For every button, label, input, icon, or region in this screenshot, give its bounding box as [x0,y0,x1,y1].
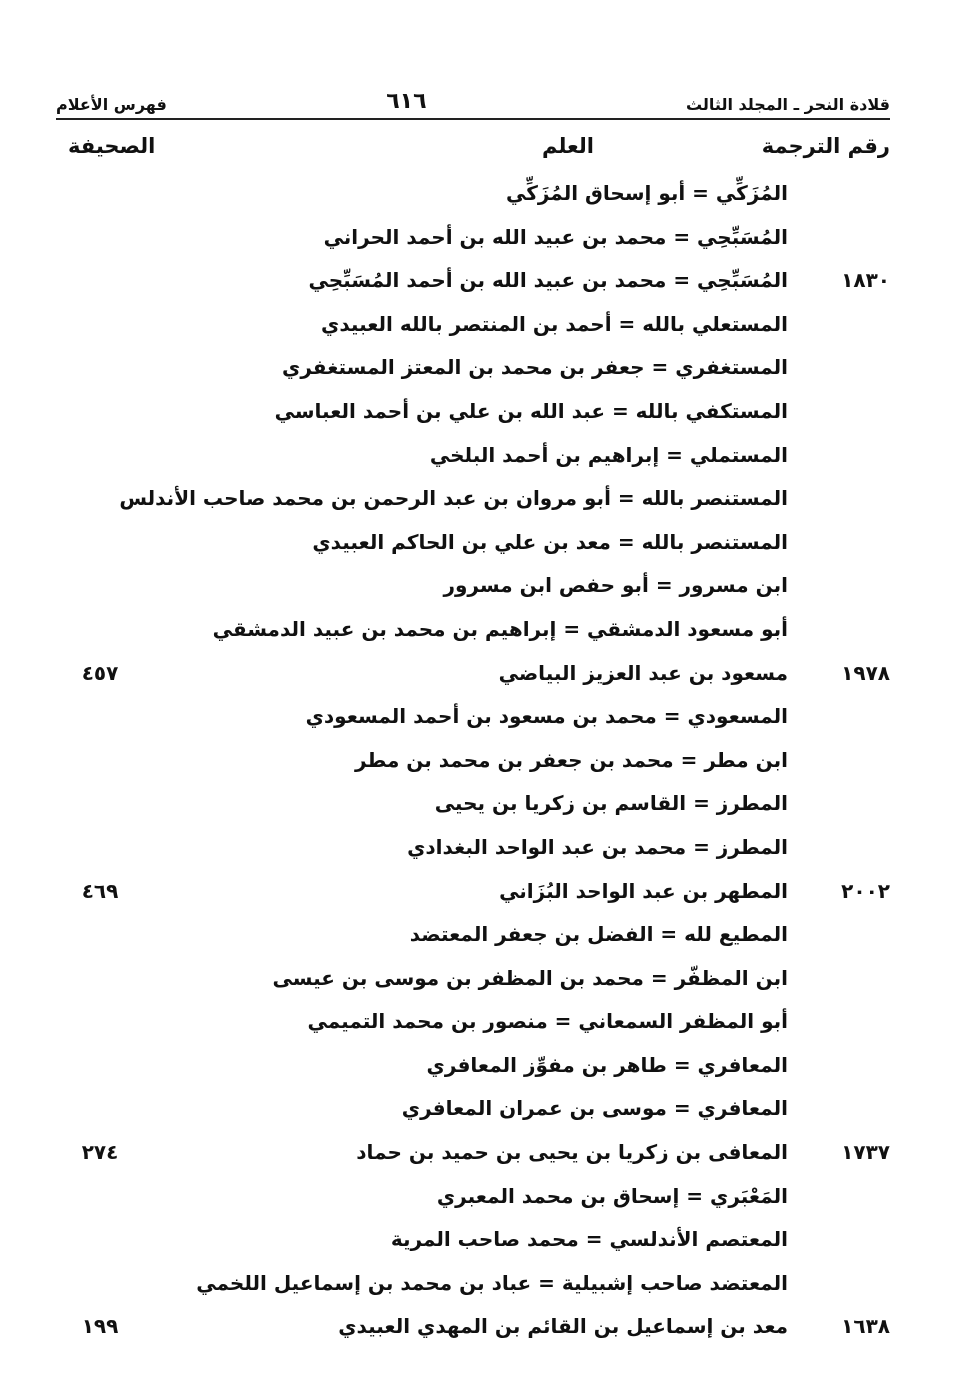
entry-name: المستكفي بالله = عبد الله بن علي بن أحمد العباسي [274,398,788,423]
entry-name: المطهر بن عبد الواحد البُزَاني [499,878,788,903]
index-entry [56,346,890,390]
index-entry [56,521,890,565]
index-entry [56,1305,890,1349]
entry-number: ١٩٧٨ [841,660,890,685]
entry-name: ابن مطر = محمد بن جعفر بن محمد بن مطر [355,747,788,772]
entry-name: المعافري = طاهر بن مفوِّز المعافري [426,1052,788,1077]
entry-name: المعتضد صاحب إشبيلية = عباد بن محمد بن إسماعيل اللخمي [196,1270,788,1295]
index-entry [56,1044,890,1088]
book-title: قلادة النحر ـ المجلد الثالث [685,95,890,114]
index-entry [56,564,890,608]
entry-name: مسعود بن عبد العزيز البياضي [498,660,788,685]
index-entry [56,608,890,652]
index-entry [56,1000,890,1044]
entry-name: المعتصم الأندلسي = محمد صاحب المرية [390,1227,788,1252]
section-title: فهرس الأعلام [56,95,167,114]
index-entry [56,782,890,826]
entry-name: المُزَكِّي = أبو إسحاق المُزَكِّي [505,181,788,205]
index-entry [56,259,890,303]
index-entry [56,826,890,870]
entry-name: المستعلي بالله = أحمد بن المنتصر بالله العبيدي [321,311,788,336]
index-entry [56,957,890,1001]
index-entry [56,1131,890,1175]
index-entry [56,390,890,434]
entry-name: أبو مسعود الدمشقي = إبراهيم بن محمد بن عبيد الدمشقي [212,616,788,641]
page-header [56,78,890,120]
entry-number: ١٦٣٨ [841,1314,890,1339]
entry-name: ابن المظفّر = محمد بن المظفر بن موسى بن عيسى [272,965,788,990]
entry-number: ١٨٣٠ [841,268,890,293]
entry-name: ابن مسرور = أبو حفص ابن مسرور [443,573,788,598]
entry-name: المطرز = محمد بن عبد الواحد البغدادي [407,834,788,859]
index-entry [56,1175,890,1219]
entry-name: المستنصر بالله = معد بن علي بن الحاكم العبيدي [312,529,788,554]
name-header: العلم [542,134,594,158]
index-entry [56,652,890,696]
index-entry [56,1087,890,1131]
entry-name: المستملي = إبراهيم بن أحمد البلخي [429,442,788,467]
index-entry [56,695,890,739]
page-number: ٦١٦ [386,89,427,114]
entry-name: المستغفري = جعفر بن محمد بن المعتز المستغفري [282,355,788,380]
entry-number-header: رقم الترجمة [761,134,890,158]
entry-page: ٤٥٧ [81,660,119,685]
entry-name: المسعودي = محمد بن مسعود بن أحمد المسعودي [305,704,788,729]
column-headers [56,134,890,168]
entry-name: المطرز = القاسم بن زكريا بن يحيى [434,791,788,816]
index-entry [56,477,890,521]
entry-page: ٢٧٤ [81,1140,119,1165]
entry-name: المعافري = موسى بن عمران المعافري [401,1096,788,1121]
entry-name: المُسَبِّحِي = محمد بن عبيد الله بن أحمد الحراني [323,224,788,249]
entry-name: المعافى بن زكريا بن يحيى بن حميد بن حماد [356,1140,788,1165]
index-entry [56,870,890,914]
entry-name: أبو المظفر السمعاني = منصور بن محمد التميمي [307,1009,788,1034]
entry-name: المستنصر بالله = أبو مروان بن عبد الرحمن بن محمد صاحب الأندلس [119,486,788,511]
entry-page: ٤٦٩ [81,878,119,903]
entry-page: ١٩٩ [81,1314,119,1339]
index-entry [56,303,890,347]
entry-name: المَعْبَري = إسحاق بن محمد المعبري [436,1183,788,1208]
index-entry [56,216,890,260]
entry-name: معد بن إسماعيل بن القائم بن المهدي العبيدي [338,1314,788,1339]
index-list [56,172,890,1349]
index-entry [56,1262,890,1306]
index-entry [56,913,890,957]
index-entry [56,172,890,216]
entry-name: المُسَبِّحِي = محمد بن عبيد الله بن أحمد المُسَبِّحِي [308,268,788,293]
index-entry [56,739,890,783]
entry-number: ١٧٣٧ [841,1140,890,1165]
index-entry [56,434,890,478]
entry-number: ٢٠٠٢ [841,878,890,903]
entry-name: المطيع لله = الفضل بن جعفر المعتضد [409,922,788,947]
page-header-column: الصحيفة [68,134,156,158]
index-entry [56,1218,890,1262]
